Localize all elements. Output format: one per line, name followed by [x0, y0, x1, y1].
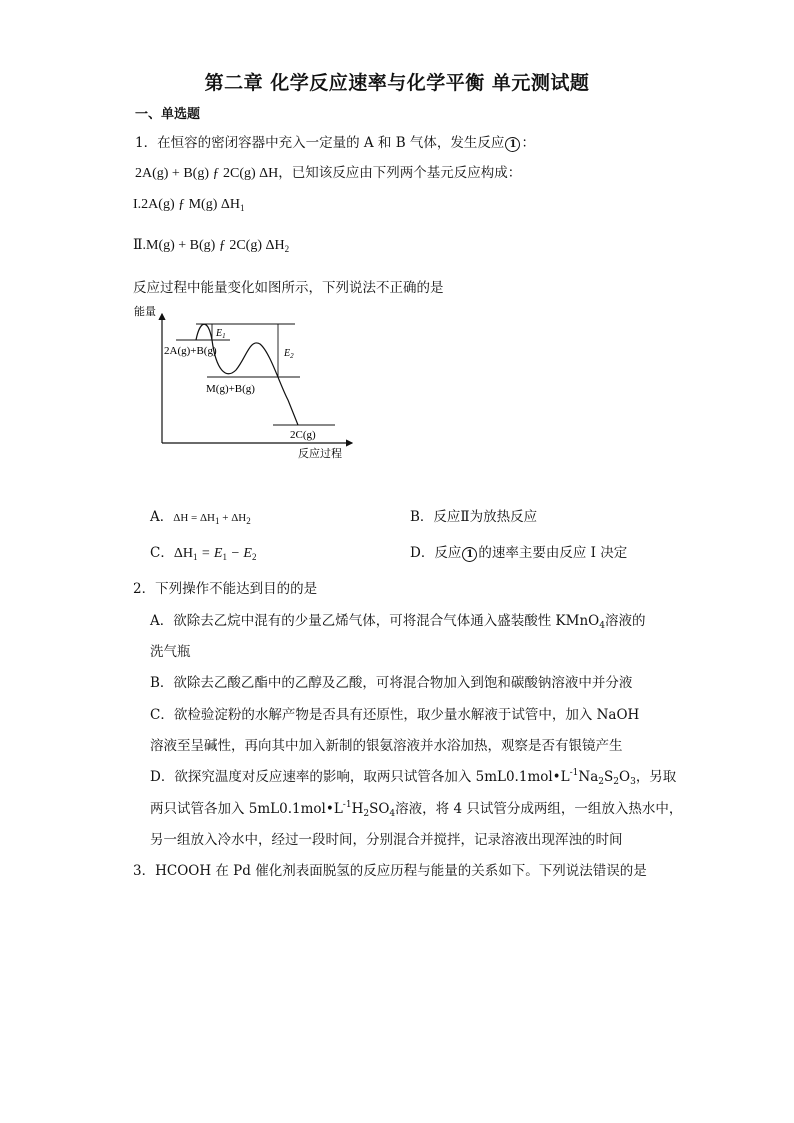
intermediate-label: M(g)+B(g): [206, 383, 255, 395]
q1-stem-b: 反应过程中能量变化如图所示，下列说法不正确的是: [133, 280, 444, 296]
q2-option-d-line3: 另一组放入冷水中，经过一段时间，分别混合并搅拌，记录溶液出现浑浊的时间: [150, 832, 623, 848]
q2-option-b: B．欲除去乙酸乙酯中的乙醇及乙酸，可将混合物加入到饱和碳酸钠溶液中并分液: [150, 675, 633, 691]
q2-option-a-line1: A．欲除去乙烷中混有的少量乙烯气体，可将混合气体通入盛装酸性 KMnO$_4$溶液的: [150, 613, 646, 631]
section-heading: 一、单选题: [135, 107, 201, 122]
q1-option-a: A．$\Delta H = \Delta H_1 + \Delta H_2$: [150, 509, 251, 526]
q1-stem: 1．在恒容的密闭容器中充入一定量的 A 和 B 气体，发生反应 1 ：: [135, 135, 535, 151]
page-title: 第二章 化学反应速率与化学平衡 单元测试题: [204, 72, 590, 94]
circled-number: 1: [462, 547, 477, 562]
q2-option-a-line2: 洗气瓶: [150, 644, 191, 660]
x-axis-label: 反应过程: [298, 448, 342, 460]
q2-option-c-line2: 溶液至呈碱性，再向其中加入新制的银氨溶液并水浴加热，观察是否有银镜产生: [150, 738, 623, 754]
q2-option-d-line2: 两只试管各加入 $5mL0.1mol•L^{-1}H_2SO_4$溶液，将 4 只试管分成两组，一组放入热水中，: [150, 800, 683, 819]
circled-number: 1: [505, 137, 520, 152]
q1-option-c: C．$\Delta H_1 = E_1 - E_2$: [150, 545, 257, 562]
q1-option-b: B．反应Ⅱ为放热反应: [410, 509, 538, 525]
product-label: 2C(g): [290, 429, 316, 441]
e2-label: $E_2$: [284, 348, 294, 360]
q1-option-d: D．反应 1 的速率主要由反应 I 决定: [410, 545, 628, 561]
energy-curve: [196, 324, 298, 425]
q2-option-c-line1: C．欲检验淀粉的水解产物是否具有还原性，取少量水解液于试管中，加入 NaOH: [150, 707, 640, 723]
q3-stem: 3．HCOOH 在 Pd 催化剂表面脱氢的反应历程与能量的关系如下。下列说法错误的是: [133, 863, 647, 879]
q2-stem: 2．下列操作不能达到目的的是: [133, 581, 318, 597]
e1-label: $E_1$: [216, 328, 226, 340]
reactant-label: 2A(g)+B(g): [164, 345, 217, 357]
q1-elementary-reaction-2: Ⅱ.M(g) + B(g) ƒ 2C(g) $\Delta H_2$: [133, 238, 290, 254]
q2-option-d-line1: D．欲探究温度对反应速率的影响，取两只试管各加入 $5mL0.1mol•L^{-1}Na_2S_2O_3$，另取: [150, 768, 677, 787]
q1-main-equation: 2A(g) + B(g) ƒ 2C(g) ΔH，已知该反应由下列两个基元反应构成：: [135, 165, 522, 181]
y-axis-label: 能量: [134, 306, 156, 318]
energy-diagram: [130, 300, 370, 465]
q1-elementary-reaction-1: I.2A(g) ƒ M(g) $\Delta H_1$: [133, 197, 245, 213]
